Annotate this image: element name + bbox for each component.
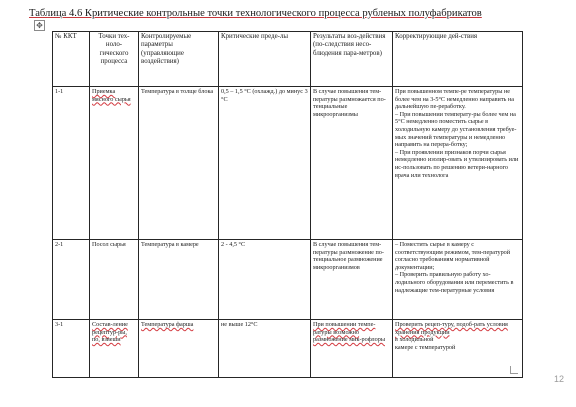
process-point <box>90 87 139 240</box>
process-point: Посол сырья <box>90 240 139 320</box>
critical-limit: 0,5 – 1,5 °С (охлажд.) до минус 3 °С <box>219 87 311 240</box>
ccp-table-wrapper <box>52 31 523 378</box>
corrective-actions <box>393 320 523 378</box>
corrective-action-item: – При проявлении признаков порчи сырья немедленно изолир-овать и утилизировать или ис-пользовать по решению ветери-нарного врача или технолога <box>395 148 519 179</box>
corrective-action-item: При повышенном темпе-ре температуры не более чем на 3-5°С немедленно направить на дальнейшую пе-реработку. <box>395 88 514 111</box>
process-point-text: Приемка мясного сырья <box>92 88 131 103</box>
critical-limit: не выше 12°С <box>219 320 311 378</box>
controlled-parameter <box>139 320 219 378</box>
table-move-handle-icon[interactable]: ✥ <box>34 20 45 31</box>
header-process-points: Точки тех-нолo-гического процесса <box>90 32 139 87</box>
header-consequences: Результаты воз-действия (по-следствия несо-блюдения пара-метров) <box>311 32 393 87</box>
table-caption: Таблица 4.6 Критические контрольные точки технологического процесса рубленых полуфабрикатов <box>29 8 482 19</box>
ccp-number: 3-1 <box>53 320 90 378</box>
corrective-action-item: хранения продукции <box>395 328 450 336</box>
table-row <box>53 87 523 240</box>
header-ccp-number: № ККТ <box>53 32 90 87</box>
table-end-mark <box>510 366 518 374</box>
page-number: 12 <box>554 374 565 384</box>
corrective-action-item: – Поместить сырье в камеру с соответствующим режимом, тем-пературой согласно требованиям нормативной документации; <box>395 241 511 271</box>
corrective-actions <box>393 240 523 320</box>
ccp-table <box>52 31 523 378</box>
corrective-action-item: камере с температурой <box>395 343 456 351</box>
corrective-action-item: Проверить рецеп-туру, подоб-рать условия <box>395 321 508 328</box>
table-row <box>53 240 523 320</box>
ccp-number: 2-1 <box>53 240 90 320</box>
ccp-number: 1-1 <box>53 87 90 240</box>
controlled-parameter: Температура в толще блока <box>139 87 219 240</box>
consequence: В случае повышения тем-пературы размножение по-тенциальное размножение микроорганизмов <box>311 240 393 320</box>
consequence <box>311 320 393 378</box>
process-point <box>90 320 139 378</box>
corrective-action-item: – Проверить правильную работу хо-лодильного оборудования или переместить в надлежащие тем-пературные условия <box>395 271 514 294</box>
critical-limit: 2 - 4,5 °С <box>219 240 311 320</box>
controlled-parameter: Температура в камере <box>139 240 219 320</box>
process-point-text: Состав-ление рецептур-ры, по, взвеши <box>92 321 128 344</box>
consequence-text: При повышении темпе-ратуры возможно размножение мик-рофлоры <box>313 321 385 344</box>
corrective-action-item: – При повышении температу-ры более чем на 5°С немедленно поместить сырье в холодильную камеру до установления требуе-мых значений температуры и немедленно направить на перера-ботку; <box>395 110 517 149</box>
table-header-row <box>53 32 523 87</box>
corrective-actions <box>393 87 523 240</box>
controlled-parameter-text: Температура фарша <box>141 321 194 328</box>
header-corrective-actions: Корректирующие дей-ствия <box>393 32 523 87</box>
table-row <box>53 320 523 378</box>
consequence: В случае повышения тем-пературы размножается по-тенциальные микроорганизмы <box>311 87 393 240</box>
header-critical-limits: Критические преде-лы <box>219 32 311 87</box>
corrective-action-item: в холодильной <box>395 336 434 344</box>
header-controlled-parameters: Контролируемые параметры (управляющие воздействия) <box>139 32 219 87</box>
